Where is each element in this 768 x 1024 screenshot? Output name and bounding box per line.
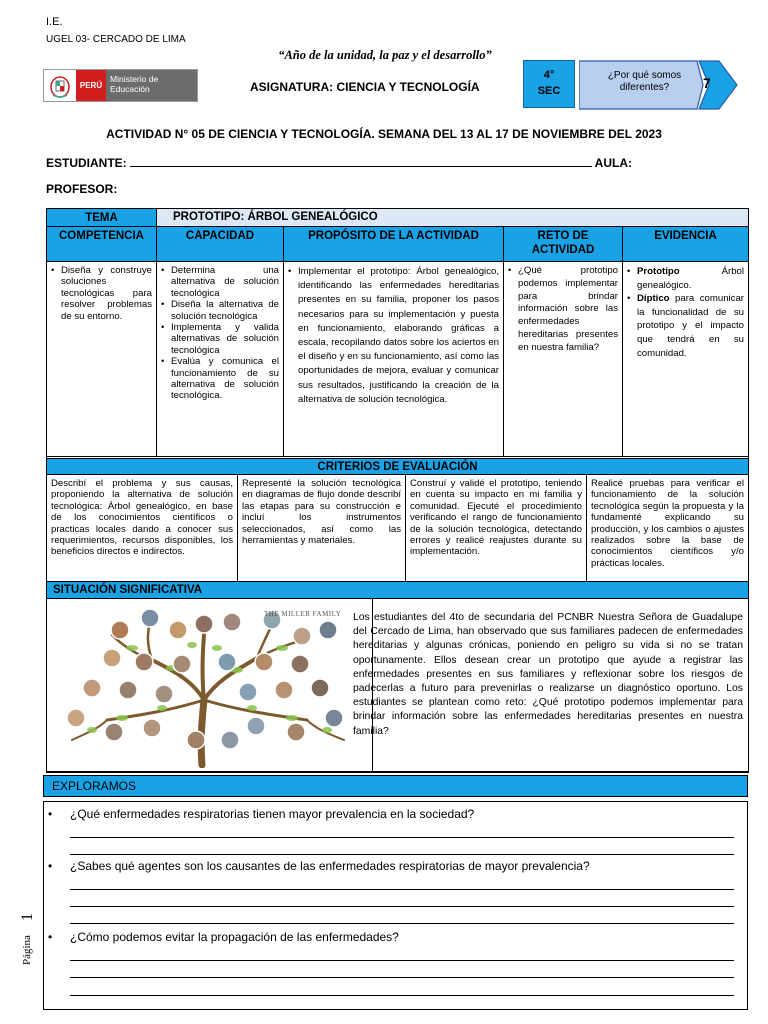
- unit-number: 7: [703, 75, 711, 91]
- bullet-icon: •: [48, 807, 53, 821]
- answer-line[interactable]: [70, 889, 734, 890]
- evidencia-bold: Prototipo: [637, 266, 680, 277]
- student-row: [46, 155, 632, 170]
- exploramos-header: [43, 775, 748, 797]
- reto-cell: [504, 262, 623, 457]
- competencia-item: • Diseña y construye soluciones tecnológicas para resolver problemas de su entorno.: [51, 265, 152, 322]
- capacidad-item: • Diseña la alternativa de solución tecnológica: [161, 299, 279, 322]
- capacidad-item: • Implementa y valida alternativas de solución tecnológica: [161, 322, 279, 356]
- year-motto: “Año de la unidad, la paz y el desarrollo”: [278, 48, 492, 62]
- aula-label: AULA:: [594, 156, 632, 170]
- tema-value-text: PROTOTIPO: ÁRBOL GENEALÓGICO: [173, 211, 378, 223]
- school-label: I.E.: [46, 16, 63, 28]
- student-label: ESTUDIANTE:: [46, 156, 127, 170]
- question-text: ¿Cómo podemos evitar la propagación de las enfermedades?: [70, 930, 399, 944]
- criterio-cell: Realicé pruebas para verificar el funcionamiento de la solución tecnológica según la propuesta y la fundamenté explicando su producción, y los cambios o ajustes realizados sobre la base de conocimientos científicos y/o prácticas locales.: [587, 475, 748, 582]
- grade-value: 4°: [543, 69, 555, 81]
- grade-box: [523, 60, 575, 108]
- profesor-label: PROFESOR:: [46, 182, 118, 196]
- capacidad-cell: [157, 262, 284, 457]
- page-num: 1: [19, 913, 36, 921]
- family-tree-icon: [52, 600, 367, 768]
- subject-title: ASIGNATURA: CIENCIA Y TECNOLOGÍA: [250, 80, 480, 94]
- question-text: ¿Sabes qué agentes son los causantes de las enfermedades respiratorias de mayor prevalencia?: [70, 859, 590, 873]
- page-label: Página: [21, 935, 33, 965]
- header-reto: RETO DE ACTIVIDAD: [504, 227, 623, 262]
- page-number: [8, 905, 38, 965]
- evidencia-item: [627, 265, 744, 292]
- answer-line[interactable]: [70, 923, 734, 924]
- header-evidencia: EVIDENCIA: [623, 227, 748, 262]
- criterios-header: CRITERIOS DE EVALUACIÓN: [47, 459, 748, 475]
- evidencia-bold: Díptico: [637, 293, 670, 305]
- header-proposito: PROPÓSITO DE LA ACTIVIDAD: [284, 227, 504, 262]
- answer-line[interactable]: [70, 854, 734, 855]
- unit-arrow: [579, 60, 739, 110]
- answer-line[interactable]: [70, 837, 734, 838]
- competencia-cell: [47, 262, 157, 457]
- evidencia-cell: [623, 262, 748, 457]
- family-tree-image: [52, 600, 367, 768]
- answer-line[interactable]: [70, 960, 734, 961]
- proposito-item: • Implementar el prototipo: Árbol genealógico, identificando las enfermedades hereditarias presentes en su familia, proponer los pasos necesarios para su implementación y puesta en funcionamiento, elaborando gráficas a escala, recopilando datos sobre los aciertos en el diseño y en su funcionamiento, así como las oportunidades de mejora, evaluar y comunicar sus resultados, justificando la creación de la alternativa de solución tecnológica.: [288, 265, 499, 407]
- unit-question: ¿Por qué somos diferentes?: [607, 70, 682, 93]
- capacidad-item: • Determina una alternativa de solución tecnológica: [161, 265, 279, 299]
- question-text: ¿Qué enfermedades respiratorias tienen mayor prevalencia en la sociedad?: [70, 807, 475, 821]
- level-value: SEC: [537, 85, 561, 97]
- logo-ministry: Ministerio de Educación: [106, 70, 197, 101]
- answer-line[interactable]: [70, 995, 734, 996]
- peru-seal-icon: [44, 70, 76, 101]
- exploramos-label: EXPLORAMOS: [52, 779, 137, 793]
- ugel-label: UGEL 03- CERCADO DE LIMA: [46, 34, 186, 45]
- situacion-header: [47, 582, 748, 599]
- answer-line[interactable]: [70, 906, 734, 907]
- questions-box: [43, 801, 748, 1010]
- evidencia-rest: Árbol genealógico.: [637, 266, 744, 291]
- tema-value: [157, 209, 748, 227]
- reto-item: • ¿Qué prototipo podemos implementar para brindar información sobre las enfermedades hereditarias presentes en nuestra familia?: [508, 265, 618, 355]
- student-name-line[interactable]: [130, 155, 592, 167]
- criterio-cell: Representé la solución tecnológica en diagramas de flujo donde describí las etapas para su construcción e incluí los instrumentos seleccionados, así como las herramientas y materiales.: [238, 475, 406, 582]
- evidencia-item: [627, 292, 744, 360]
- answer-line[interactable]: [70, 977, 734, 978]
- evidencia-rest: para comunicar la funcionalidad de su prototipo y el impacto que tendrá en su comunidad.: [637, 293, 744, 359]
- activity-title: ACTIVIDAD N° 05 DE CIENCIA Y TECNOLOGÍA. SEMANA DEL 13 AL 17 DE NOVIEMBRE DEL 2023: [106, 127, 662, 141]
- bullet-icon: •: [48, 859, 53, 873]
- bullet-icon: •: [48, 930, 53, 944]
- situacion-text: Los estudiantes del 4to de secundaria del PCNBR Nuestra Señora de Guadalupe del Cercado de Lima, han observado que sus familiares padecen de enfermedades hereditarias y algunas crónicas, poniendo en peligro su vida si no se tratan oportunamente. Ellos desean crear un prototipo que ayude a registrar las enfermedades presentes en sus familiares y reflexionar sobre los riesgos de padecerlas a futuro para prevenirlas o realizarse un diagnóstico oportuno. Los estudiantes se plantean como reto: ¿Qué prototipo podemos implementar para brindar información sobre las enfermedades hereditarias presentes en nuestra familia?: [353, 612, 743, 737]
- proposito-cell: [284, 262, 504, 457]
- tree-title: THE MILLER FAMILY: [264, 610, 342, 618]
- tema-label: TEMA: [47, 209, 157, 227]
- criterio-cell: Construí y validé el prototipo, teniendo en cuenta su impacto en mi familia y comunidad. Ejecuté el procedimiento verificando el rango de funcionamiento de la solución tecnológica, detectando errores y realicé reajustes durante su implementación.: [406, 475, 587, 582]
- criterio-cell: Describí el problema y sus causas, proponiendo la alternativa de solución tecnológica: Árbol genealógico, en base de los conocimientos científicos o practicas locales dando a conocer sus requerimientos, recursos disponibles, los beneficios directos e indirectos.: [47, 475, 238, 582]
- ministry-logo: [43, 69, 198, 102]
- logo-country: PERÚ: [76, 70, 106, 101]
- header-competencia: COMPETENCIA: [47, 227, 157, 262]
- situacion-label: SITUACIÓN SIGNIFICATIVA: [53, 584, 203, 596]
- header-capacidad: CAPACIDAD: [157, 227, 284, 262]
- capacidad-item: • Evalúa y comunica el funcionamiento de su alternativa de solución tecnológica.: [161, 356, 279, 402]
